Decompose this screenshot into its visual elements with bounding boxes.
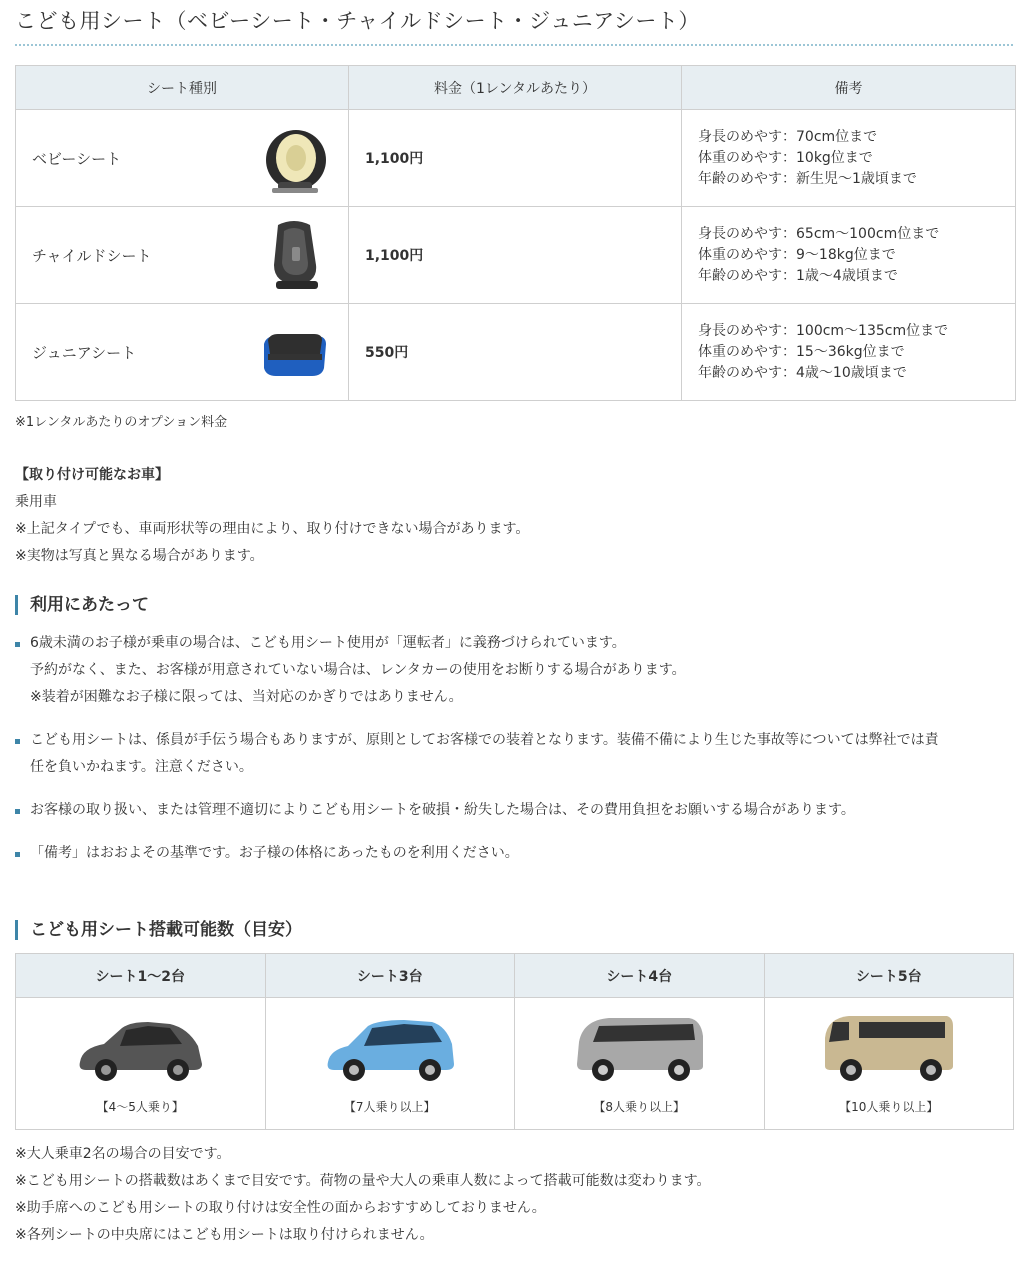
install-line: 乗用車 xyxy=(15,494,57,510)
notes-cell xyxy=(682,110,1016,207)
note-line: 体重のめやす：9～18kg位まで xyxy=(698,246,896,263)
list-item-line: 6歳未満のお子様が乗車の場合は、こども用シート使用が「運転者」に義務づけられています。 xyxy=(30,635,626,651)
note-line: 身長のめやす：70cm位まで xyxy=(698,128,878,145)
install-heading: 【取り付け可能なお車】 xyxy=(15,467,169,483)
baby-seat-icon xyxy=(258,120,330,196)
van-car-icon xyxy=(819,1012,959,1088)
bottom-note: ※大人乗車2名の場合の目安です。 xyxy=(15,1146,231,1162)
list-item-line: お客様の取り扱い、または管理不適切によりこども用シートを破損・紛失した場合は、その費用負担をお願いする場合があります。 xyxy=(30,802,855,818)
list-item xyxy=(15,727,1015,781)
seat-type-cell xyxy=(16,207,349,304)
capacity-table xyxy=(15,953,1014,1130)
price-cell: 1,100円 xyxy=(349,207,682,304)
capacity-heading: こども用シート搭載可能数（目安） xyxy=(15,920,302,940)
large-minivan-icon xyxy=(569,1012,709,1088)
car-cell xyxy=(764,998,1014,1130)
option-fee-footnote: ※1レンタルあたりのオプション料金 xyxy=(15,415,228,430)
car-cell xyxy=(265,998,515,1130)
seat-type-cell xyxy=(16,304,349,401)
car-cell xyxy=(16,998,266,1130)
price-cell: 1,100円 xyxy=(349,110,682,207)
notes-cell xyxy=(682,207,1016,304)
note-line: 身長のめやす：100cm～135cm位まで xyxy=(698,322,949,339)
capacity-header: シート5台 xyxy=(764,954,1014,998)
seat-type-label: チャイルドシート xyxy=(32,246,152,265)
header-price: 料金（1レンタルあたり） xyxy=(349,66,682,110)
list-item-line: 「備考」はおおよその基準です。お子様の体格にあったものを利用ください。 xyxy=(30,845,519,861)
seat-type-label: ジュニアシート xyxy=(32,343,137,362)
title-divider xyxy=(15,44,1013,46)
note-line: 身長のめやす：65cm～100cm位まで xyxy=(698,225,940,242)
capacity-header: シート1～2台 xyxy=(16,954,266,998)
list-item xyxy=(15,840,1015,867)
table-header-row xyxy=(16,954,1014,998)
junior-seat-icon xyxy=(258,314,330,390)
header-seat-type: シート種別 xyxy=(16,66,349,110)
child-seat-icon xyxy=(258,217,330,293)
capacity-header: シート3台 xyxy=(265,954,515,998)
note-line: 年齢のめやす：4歳～10歳頃まで xyxy=(698,364,907,381)
compact-car-icon xyxy=(70,1012,210,1088)
car-cell xyxy=(515,998,765,1130)
list-item-line: 任を負いかねます。注意ください。 xyxy=(30,759,253,775)
header-notes: 備考 xyxy=(682,66,1016,110)
seat-price-table xyxy=(15,65,1016,401)
capacity-header: シート4台 xyxy=(515,954,765,998)
list-item-line: こども用シートは、係員が手伝う場合もありますが、原則としてお客様での装着となります。装備不備により生じた事故等については弊社では責 xyxy=(30,732,939,748)
table-row xyxy=(16,207,1016,304)
page-title: こども用シート（ベビーシート・チャイルドシート・ジュニアシート） xyxy=(15,9,700,33)
notes-cell xyxy=(682,304,1016,401)
note-line: 体重のめやす：15～36kg位まで xyxy=(698,343,905,360)
seat-type-cell xyxy=(16,110,349,207)
bottom-note: ※助手席へのこども用シートの取り付けは安全性の面からおすすめしておりません。 xyxy=(15,1200,546,1216)
note-line: 年齢のめやす：1歳～4歳頃まで xyxy=(698,267,898,284)
note-line: 年齢のめやす：新生児～1歳頃まで xyxy=(698,170,917,187)
bottom-note: ※こども用シートの搭載数はあくまで目安です。荷物の量や大人の乗車人数によって搭載可能数は変わります。 xyxy=(15,1173,711,1189)
price-cell: 550円 xyxy=(349,304,682,401)
table-header-row xyxy=(16,66,1016,110)
car-capacity-caption: 【7人乗り以上】 xyxy=(343,1100,436,1114)
list-item-line: ※装着が困難なお子様に限っては、当対応のかぎりではありません。 xyxy=(30,689,463,705)
bottom-note: ※各列シートの中央席にはこども用シートは取り付けられません。 xyxy=(15,1227,434,1243)
install-line: ※上記タイプでも、車両形状等の理由により、取り付けできない場合があります。 xyxy=(15,521,530,537)
list-item xyxy=(15,797,1015,824)
seat-type-label: ベビーシート xyxy=(32,149,122,168)
list-item-line: 予約がなく、また、お客様が用意されていない場合は、レンタカーの使用をお断りする場合があります。 xyxy=(30,662,686,678)
list-item xyxy=(15,630,1015,711)
table-row xyxy=(16,110,1016,207)
car-capacity-caption: 【4～5人乗り】 xyxy=(96,1100,184,1114)
usage-heading: 利用にあたって xyxy=(15,595,149,615)
table-row xyxy=(16,998,1014,1130)
car-capacity-caption: 【10人乗り以上】 xyxy=(839,1100,939,1114)
note-line: 体重のめやす：10kg位まで xyxy=(698,149,873,166)
usage-list xyxy=(15,630,1015,883)
minivan-car-icon xyxy=(320,1012,460,1088)
table-row xyxy=(16,304,1016,401)
install-line: ※実物は写真と異なる場合があります。 xyxy=(15,548,264,564)
car-capacity-caption: 【8人乗り以上】 xyxy=(593,1100,686,1114)
